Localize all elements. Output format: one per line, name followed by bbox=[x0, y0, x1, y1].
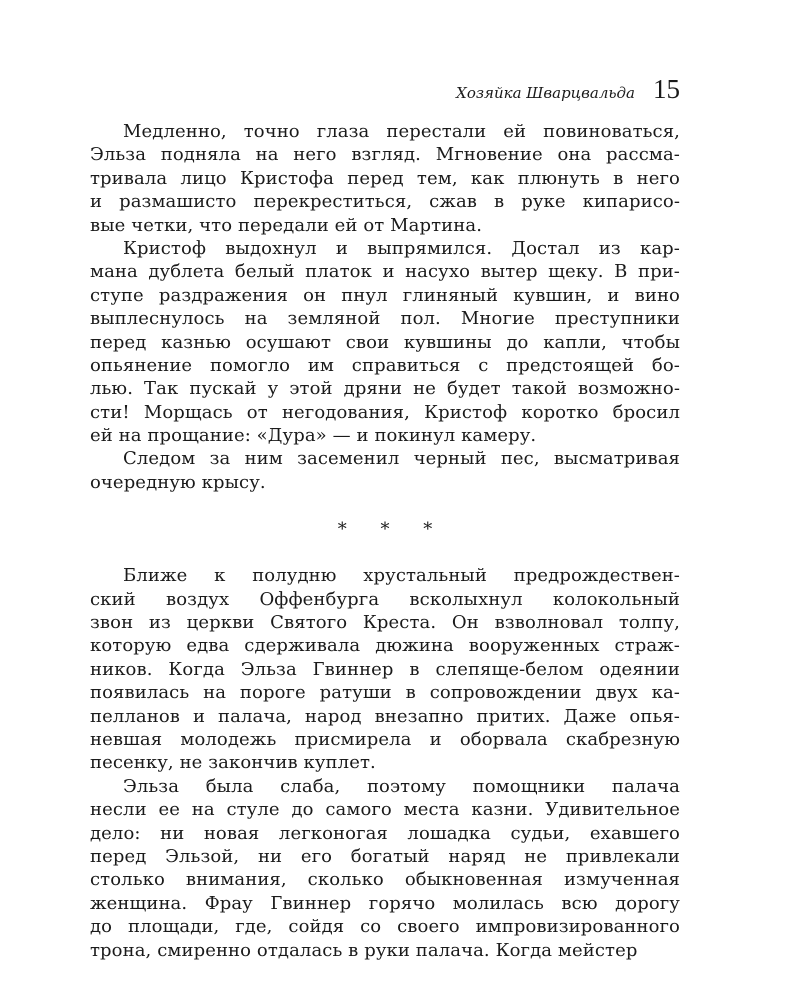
text-line: столько внимания, сколько обыкновенная измученная bbox=[90, 869, 680, 891]
text-line: очередную крысу. bbox=[90, 471, 266, 493]
text-line: опьянение помогло им справиться с предстоящей бо- bbox=[90, 354, 680, 376]
text-line: трона, смиренно отдалась в руки палача. Когда мейстер bbox=[90, 939, 638, 961]
text-line: Медленно, точно глаза перестали ей повиноваться, bbox=[123, 121, 680, 142]
paragraph bbox=[90, 775, 680, 962]
text-line: невшая молодежь присмирела и оборвала скабрезную bbox=[90, 728, 680, 750]
text-section-after bbox=[90, 564, 680, 962]
text-line: дело: ни новая легконогая лошадка судьи, ехавшего bbox=[90, 822, 680, 844]
text-line: перед Эльзой, ни его богатый наряд не привлекали bbox=[90, 845, 680, 867]
paragraph bbox=[90, 447, 680, 494]
paragraph bbox=[90, 237, 680, 448]
text-line: тривала лицо Кристофа перед тем, как плюнуть в него bbox=[90, 167, 680, 189]
text-line: перед казнью осушают свои кувшины до капли, чтобы bbox=[90, 331, 680, 353]
text-line: Эльза подняла на него взгляд. Мгновение она рассма- bbox=[90, 144, 680, 166]
running-head bbox=[456, 74, 680, 105]
text-line: мана дублета белый платок и насухо вытер щеку. В при- bbox=[90, 261, 680, 283]
body-text bbox=[90, 120, 680, 962]
text-line: ей на прощание: «Дура» — и покинул камеру. bbox=[90, 425, 537, 447]
text-line: лью. Так пускай у этой дряни не будет такой возможно- bbox=[90, 378, 680, 400]
text-line: пелланов и палача, народ внезапно притих. Даже опья- bbox=[90, 705, 680, 727]
paragraph bbox=[90, 120, 680, 237]
section-separator: * * * bbox=[337, 518, 447, 540]
paragraph bbox=[90, 564, 680, 775]
text-line: Следом за ним засеменил черный пес, высматривая bbox=[123, 448, 680, 470]
text-line: звон из церкви Святого Креста. Он взволновал толпу, bbox=[90, 612, 680, 634]
text-line: ступе раздражения он пнул глиняный кувшин, и вино bbox=[90, 284, 680, 306]
text-line: Кристоф выдохнул и выпрямился. Достал из кар- bbox=[123, 237, 680, 259]
text-line: песенку, не закончив куплет. bbox=[90, 752, 376, 774]
text-line: ский воздух Оффенбурга всколыхнул колокольный bbox=[90, 588, 680, 610]
text-line: несли ее на стуле до самого места казни. Удивительное bbox=[90, 799, 680, 821]
text-line: которую едва сдерживала дюжина вооруженных страж- bbox=[90, 635, 680, 657]
text-line: ников. Когда Эльза Гвиннер в слепяще-белом одеянии bbox=[90, 658, 680, 680]
text-line: выплеснулось на земляной пол. Многие преступники bbox=[90, 308, 680, 330]
running-title: Хозяйка Шварцвальда bbox=[456, 84, 635, 102]
text-line: вые четки, что передали ей от Мартина. bbox=[90, 214, 483, 236]
text-line: и размашисто перекреститься, сжав в руке кипарисо- bbox=[90, 191, 680, 213]
text-line: Ближе к полудню хрустальный предрождествен- bbox=[123, 565, 680, 587]
text-line: сти! Морщась от негодования, Кристоф коротко бросил bbox=[90, 401, 680, 423]
text-section-before bbox=[90, 120, 680, 494]
text-line: появилась на пороге ратуши в сопровождении двух ка- bbox=[90, 682, 680, 704]
text-line: Эльза была слаба, поэтому помощники палача bbox=[123, 775, 680, 797]
text-line: до площади, где, сойдя со своего импровизированного bbox=[90, 916, 680, 938]
page-number: 15 bbox=[653, 74, 680, 104]
text-line: женщина. Фрау Гвиннер горячо молилась всю дорогу bbox=[90, 892, 680, 914]
